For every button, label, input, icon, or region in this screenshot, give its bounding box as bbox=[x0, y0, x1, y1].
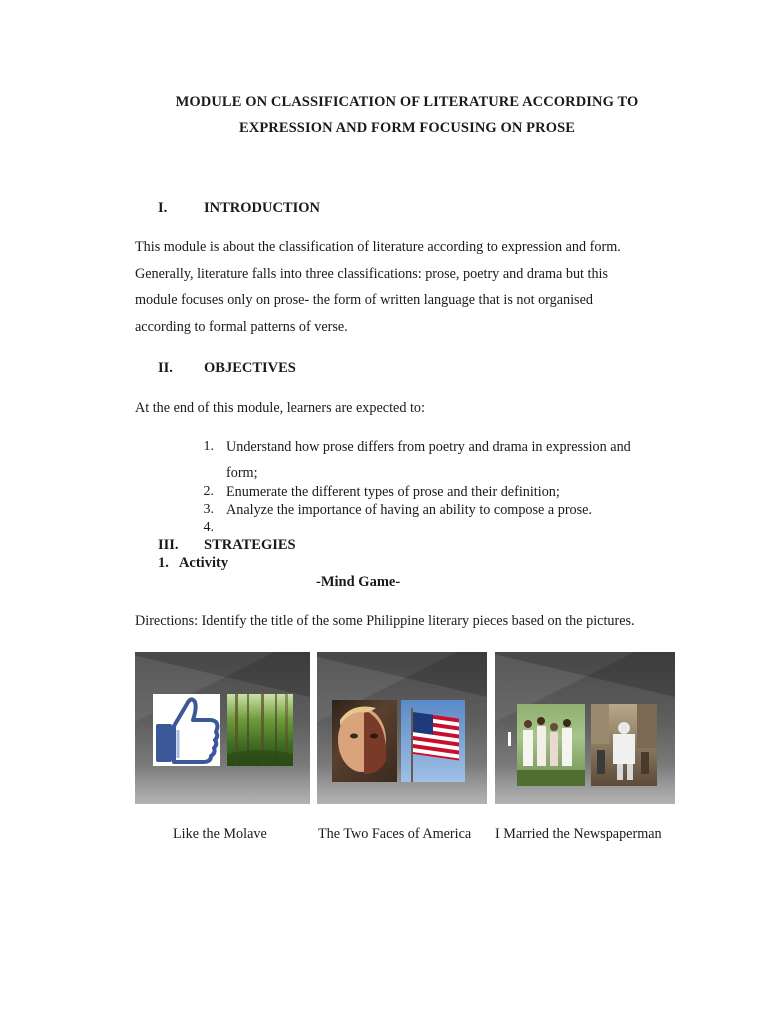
section-heading-objectives: OBJECTIVES bbox=[204, 360, 296, 376]
intro-line: This module is about the classification of literature according to expression and form. bbox=[135, 239, 621, 255]
activity-heading: 1. Activity bbox=[158, 555, 229, 571]
section-heading-strategies: STRATEGIES bbox=[204, 537, 296, 553]
objective-number: 3. bbox=[203, 502, 214, 517]
mind-game-title: -Mind Game- bbox=[316, 574, 401, 590]
thumbs-up-icon bbox=[153, 694, 220, 766]
wedding-photo bbox=[517, 704, 585, 786]
objective-text-continuation: form; bbox=[226, 465, 258, 481]
us-flag-image bbox=[401, 700, 465, 782]
intro-line: according to formal patterns of verse. bbox=[135, 319, 348, 336]
directions-text: Directions: Identify the title of the some Philippine literary pieces based on the pictures. bbox=[135, 613, 635, 629]
picture-panel-1 bbox=[135, 652, 310, 804]
section-numeral-intro: I. bbox=[158, 200, 168, 216]
face-photo bbox=[332, 700, 397, 782]
panel-marker bbox=[508, 732, 511, 746]
document-title-line1: MODULE ON CLASSIFICATION OF LITERATURE ACCORDING TO bbox=[175, 94, 639, 110]
objective-text: Analyze the importance of having an ability to compose a prose. bbox=[226, 502, 593, 518]
document-title-line2: EXPRESSION AND FORM FOCUSING ON PROSE bbox=[238, 120, 576, 136]
picture-panel-3 bbox=[495, 652, 675, 804]
objective-number: 4. bbox=[203, 520, 214, 535]
objective-text: Enumerate the different types of prose and their definition; bbox=[226, 484, 560, 500]
objective-text: Understand how prose differs from poetry and drama in expression and bbox=[226, 439, 631, 455]
section-numeral-strategies: III. bbox=[158, 537, 179, 553]
objectives-lead: At the end of this module, learners are expected to: bbox=[135, 400, 425, 416]
intro-line: module focuses only on prose- the form of written language that is not organised bbox=[135, 292, 593, 309]
section-heading-intro: INTRODUCTION bbox=[204, 200, 321, 216]
picture-caption: The Two Faces of America bbox=[318, 826, 472, 842]
objective-number: 2. bbox=[203, 484, 214, 499]
intro-paragraph bbox=[135, 234, 695, 341]
section-numeral-objectives: II. bbox=[158, 360, 173, 376]
picture-panel-2 bbox=[317, 652, 487, 804]
objective-number: 1. bbox=[203, 439, 214, 454]
forest-photo bbox=[227, 694, 293, 766]
intro-line: Generally, literature falls into three classifications: prose, poetry and drama but this bbox=[135, 265, 609, 282]
street-photo bbox=[591, 704, 657, 786]
picture-caption: I Married the Newspaperman bbox=[495, 826, 662, 842]
picture-caption: Like the Molave bbox=[173, 826, 267, 842]
